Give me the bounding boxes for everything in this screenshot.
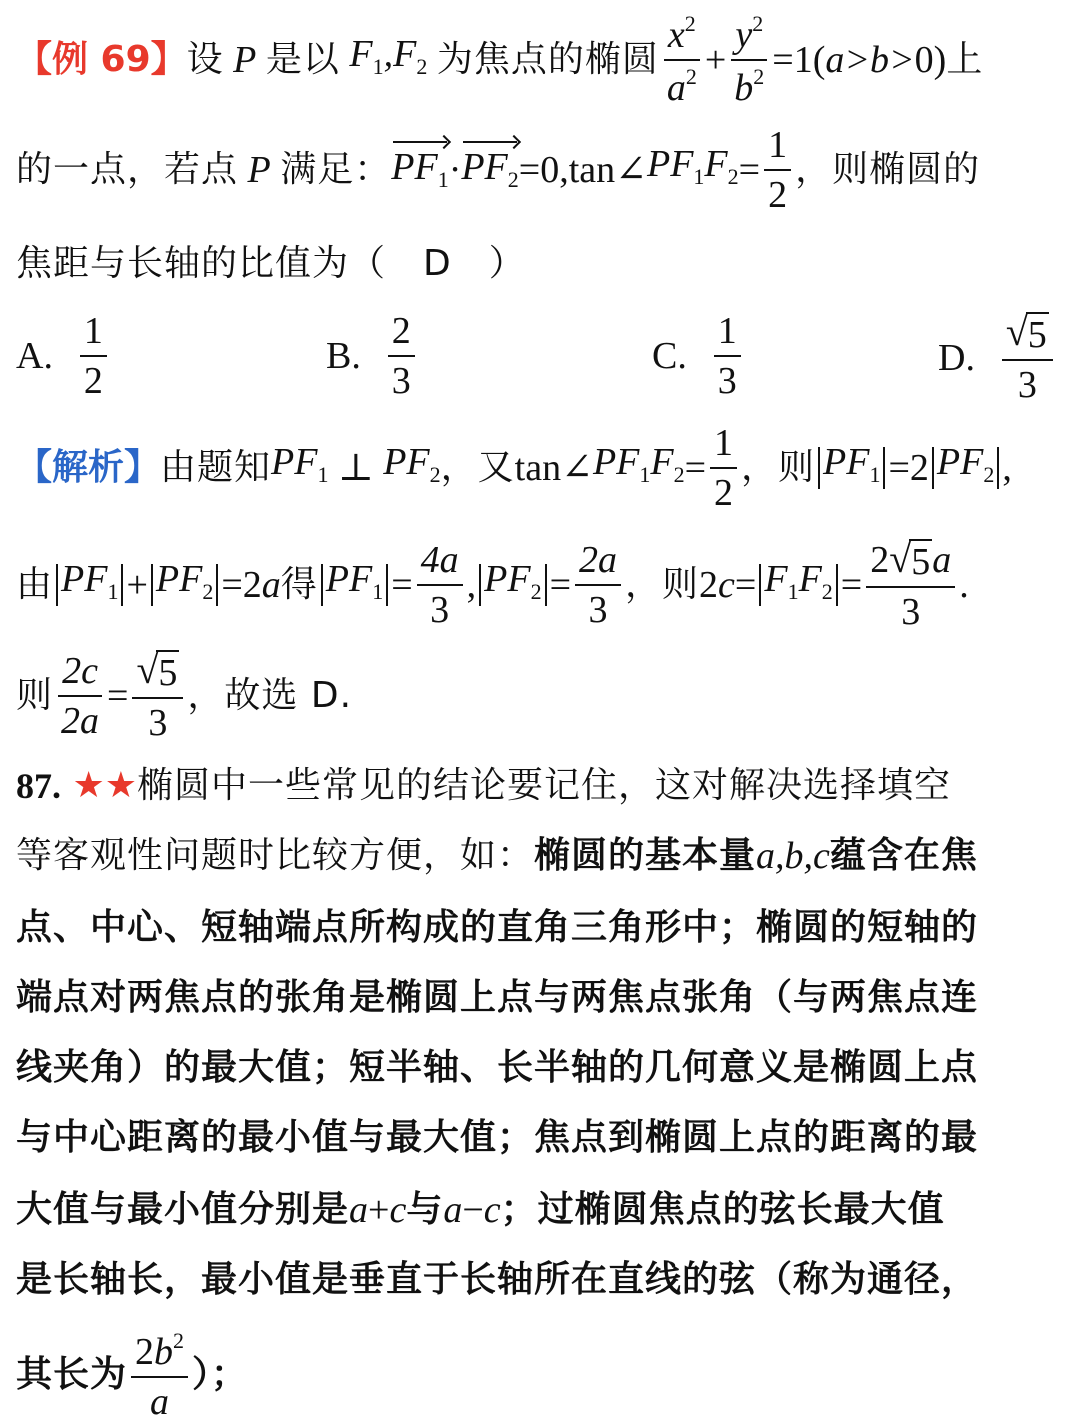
option-a: A. $\frac{1}{2}$: [16, 312, 111, 400]
text: 焦距与长轴的比值为（ D ）: [16, 243, 526, 284]
item87-line-4: 端点对两焦点的张角是椭圆上点与两焦点张角（与两焦点连: [16, 977, 979, 1018]
example-line-2: 的一点，若点 P 满足： $PF_1$ · $PF_2$ =0,tan∠ $PF_1F_2$ = $\frac{1}{2}$ ，则椭圆的: [16, 124, 981, 216]
text: 是以: [265, 39, 340, 80]
item87-line-5: 线夹角）的最大值；短半轴、长半轴的几何意义是椭圆上点: [16, 1047, 979, 1088]
text: 的一点，若点: [16, 149, 239, 190]
fraction-y2-b2: $\frac{y^2}{b^2}$: [730, 13, 768, 107]
item87-line-6: 与中心距离的最小值与最大值；焦点到椭圆上点的距离的最: [16, 1117, 979, 1158]
fraction-x2-a2: $\frac{x^2}{a^2}$: [663, 13, 701, 107]
analysis-line-1: 【解析】 由题知 $PF_1$ ⊥ $PF_2$ ，又 tan∠ $PF_1F_2$ = $\frac{1}{2}$ ，则 $PF_1$ =2 $PF_2$ ,: [16, 422, 1012, 514]
item87-line-8: 是长轴长，最小值是垂直于长轴所在直线的弦（称为通径，: [16, 1259, 979, 1300]
item-number: 87.: [16, 766, 61, 806]
item87-line-3: 点、中心、短轴端点所构成的直角三角形中；椭圆的短轴的: [16, 907, 979, 948]
example-line-3: [16, 240, 1070, 288]
item87-line-1: 87. ★★ 椭圆中一些常见的结论要记住，这对解决选择填空: [16, 762, 1070, 810]
text: 设: [186, 39, 224, 80]
text: ，则椭圆的: [795, 149, 981, 190]
option-d: D. √ 5 3: [938, 312, 1057, 404]
item87-line-7: 大值与最小值分别是 a + c 与 a − c ；过椭圆焦点的弦长最大值: [16, 1189, 945, 1231]
math: P: [223, 39, 266, 81]
analysis-tag: 【解析】: [16, 447, 161, 488]
item87-line-2: 等客观性问题时比较方便，如： 椭圆的基本量 a,b,c 蕴含在焦: [16, 835, 978, 877]
example-line-1: 【例 69】 设 P 是以 $F_1,F_2$ 为焦点的椭圆 $\frac{x^2}{a^2}$ + $\frac{y^2}{b^2}$ =1( a>b> 0) 上: [16, 11, 984, 109]
option-c: C. $\frac{1}{3}$: [652, 312, 745, 400]
example-tag: 【例 69】: [16, 39, 187, 80]
text: 满足：: [280, 149, 392, 190]
math-foci: $F_1,F_2$: [339, 32, 428, 79]
item87-line-9: 其长为 $\frac{2b^2}{a}$ ）；: [16, 1327, 249, 1423]
option-b: B. $\frac{2}{3}$: [326, 312, 419, 400]
text: 为焦点的椭圆: [436, 39, 659, 80]
text: 上: [946, 39, 984, 80]
analysis-line-3: 则 $\frac{2c}{2a}$ = √ 5 3 ，故选 D.: [16, 647, 353, 744]
analysis-line-2: 由 $PF_1$ + $PF_2$ =2 a 得 $PF_1$ = $\frac{4a}{3}$ , $PF_2$ = $\frac{2a}{3}$ ，则 2 c = $F_1F_2$ = 2 √ 5 a 3 .: [16, 536, 969, 633]
star-icon: ★★: [72, 765, 137, 806]
fraction-1-2: $\frac{1}{2}$: [764, 126, 791, 214]
